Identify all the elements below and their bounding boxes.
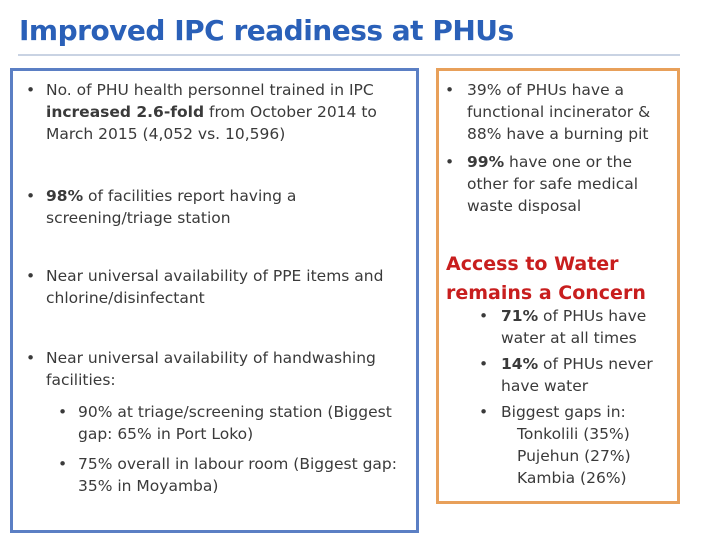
bullet-text: of PHUs have bbox=[538, 307, 647, 325]
slide-title: Improved IPC readiness at PHUs bbox=[19, 14, 514, 47]
bullet-glyph: • bbox=[58, 455, 68, 473]
bullet-glyph: • bbox=[26, 267, 36, 285]
bullet-glyph: • bbox=[26, 81, 36, 99]
bullet-glyph: • bbox=[26, 349, 36, 367]
gap-district-pujehun: Pujehun (27%) bbox=[517, 447, 631, 465]
bullet-glyph: • bbox=[58, 403, 68, 421]
bullet-text: Near universal availability of PPE items and bbox=[46, 267, 384, 285]
bullet-emphasis: 14% bbox=[501, 355, 539, 373]
bullet-text: 39% of PHUs have a bbox=[467, 81, 625, 99]
bullet-glyph: • bbox=[479, 403, 489, 421]
bullet-glyph: • bbox=[479, 355, 489, 373]
bullet-text: functional incinerator & bbox=[467, 103, 651, 121]
bullet-text: facilities: bbox=[46, 371, 116, 389]
bullet-emphasis: increased 2.6-fold bbox=[46, 103, 205, 121]
bullet-emphasis: 71% bbox=[501, 307, 539, 325]
bullet-text: 88% have a burning pit bbox=[467, 125, 649, 143]
bullet-text: 90% at triage/screening station (Biggest bbox=[78, 403, 392, 421]
bullet-text: from October 2014 to bbox=[204, 103, 377, 121]
bullet-text: of facilities report having a bbox=[83, 187, 297, 205]
bullet-text: screening/triage station bbox=[46, 209, 231, 227]
bullet-text: waste disposal bbox=[467, 197, 582, 215]
bullet-text: water at all times bbox=[501, 329, 637, 347]
water-access-heading bbox=[446, 250, 646, 308]
bullet-text: have water bbox=[501, 377, 589, 395]
bullet-text: chlorine/disinfectant bbox=[46, 289, 205, 307]
heading-line: Access to Water bbox=[446, 253, 619, 275]
bullet-emphasis: 99% bbox=[467, 153, 505, 171]
bullet-glyph: • bbox=[445, 81, 455, 99]
bullet-glyph: • bbox=[26, 187, 36, 205]
bullet-emphasis: 98% bbox=[46, 187, 84, 205]
bullet-text: other for safe medical bbox=[467, 175, 639, 193]
bullet-glyph: • bbox=[445, 153, 455, 171]
bullet-text: No. of PHU health personnel trained in IPC bbox=[46, 81, 374, 99]
bullet-glyph: • bbox=[479, 307, 489, 325]
bullet-text: March 2015 (4,052 vs. 10,596) bbox=[46, 125, 286, 143]
gap-district-tonkolili: Tonkolili (35%) bbox=[517, 425, 630, 443]
gap-district-kambia: Kambia (26%) bbox=[517, 469, 627, 487]
bullet-text: 75% overall in labour room (Biggest gap: bbox=[78, 455, 397, 473]
title-divider bbox=[18, 54, 680, 56]
bullet-text: have one or the bbox=[504, 153, 632, 171]
bullet-text: 35% in Moyamba) bbox=[78, 477, 219, 495]
heading-line: remains a Concern bbox=[446, 282, 646, 304]
bullet-text: of PHUs never bbox=[538, 355, 653, 373]
bullet-text: gap: 65% in Port Loko) bbox=[78, 425, 254, 443]
bullet-text: Biggest gaps in: bbox=[501, 403, 626, 421]
bullet-text: Near universal availability of handwashing bbox=[46, 349, 376, 367]
